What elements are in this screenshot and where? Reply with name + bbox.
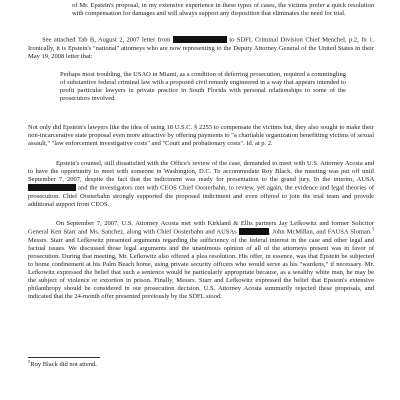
- september-text-3: Messrs. Starr and Lefkowitz presented arguments regarding the sufficiency of the federal interest in the case and other legal and factual issues. We discussed those legal arguments and the unanimous opinion of all of the attorneys present was in favor of prosecution. During that meeting, Mr. Lefkowitz also offered a plea resolution. His offer, in essence, was that Epstein be subjected to home confinement at his Palm Beach home, using private security officers who would serve as his "wardens," if necessary. Mr. Lefkowitz expressed the belief that such a sentence would be particularly appropriate because, as a wealthy white man, he may be the subject of violence or extortion in prison. Finally, Messrs. Starr and Lefkowitz expressed the belief that Epstein's extensive philanthropy should be considered in our prosecution decision. U.S. Attorney Acosta summarily rejected these proposals, and indicated that the 24-month offer presented previously by the SDFL stood.: [28, 236, 374, 301]
- counsel-text-2: and the investigators met with CEOS Chief Oosterbahn, to review, yet again, the evidence and legal theories of prosecution. Chief Oosterbahn strongly supported the proposed indictment and even offered to join the trial team and provide additional support from CEOS.: [28, 184, 375, 208]
- redaction-bar: [28, 184, 76, 191]
- see-attached-paragraph: [28, 36, 374, 61]
- see-attached-text-1: See attached Tab B, August 2, 2007 letter from: [42, 36, 171, 44]
- counsel-text-1: Epstein's counsel, still dissatisfied with the Office's review of the case, demanded to meet with U.S. Attorney Acosta and to have the opportunity to meet with someone in Washington, D.C. To accommodate Roy Black, the meeting was put off until September 7, 2007, despite the fact that the indictment was ready for presentation to the grand jury. In the interim, AUSA: [28, 160, 374, 184]
- september-text-1: On September 7, 2007, U.S. Attorney Acosta met with Kirkland & Ellis partners Jay Lefkowitz and former Solicitor General Ken Starr and Ms. Sanchez, along with Chief Oosterbahn and AUSAs: [28, 220, 374, 236]
- september-text-2: , John McMillan, and FAUSA Sloman.: [268, 228, 372, 236]
- counsel-paragraph: [28, 160, 374, 209]
- redaction-bar: [239, 228, 269, 235]
- redaction-bar: [173, 36, 227, 43]
- block-quote: Perhaps most troubling, the USAO in Miami, as a condition of deferring prosecution, required a commingling of substantive federal criminal law with a proposed civil remedy engineered in a way that appears intended to profit particular lawyers in private practice in South Florida with personal relationships to some of the prosecutors involved.: [60, 71, 346, 103]
- not-only-paragraph: Not only did Epstein's lawyers like the idea of using 18 U.S.C. § 2255 to compensate the victims but, they also sought to make their non-incarcerative state proposal even more attractive by offering payments to "a charitable organization benefitting victims of sexual assault," "law enforcement investigative costs" and "Court and probationary costs". Id. at p. 2.: [28, 124, 374, 148]
- see-attached-text-2: to SDFL Criminal Division Chief Menchel, p.2, fn 1. Ironically, it is Epstein's "national" attorneys who are now representing to the Deputy Attorney General of the United States in their May 19, 2008 letter that:: [28, 36, 374, 60]
- september-paragraph: [28, 220, 374, 301]
- footnote-divider: [28, 357, 100, 358]
- footnote-reference: 5: [371, 226, 375, 232]
- footnote-number: 5: [28, 358, 31, 364]
- top-paragraph: of Mr. Epstein's proposal, in my extensive experience in these types of cases, the victims prefer a quick resolution with compensation for damages and will always support any disposition that eliminates the need for trial.: [72, 2, 374, 18]
- footnote: [28, 358, 328, 369]
- footnote-text: Roy Black did not attend.: [30, 361, 97, 368]
